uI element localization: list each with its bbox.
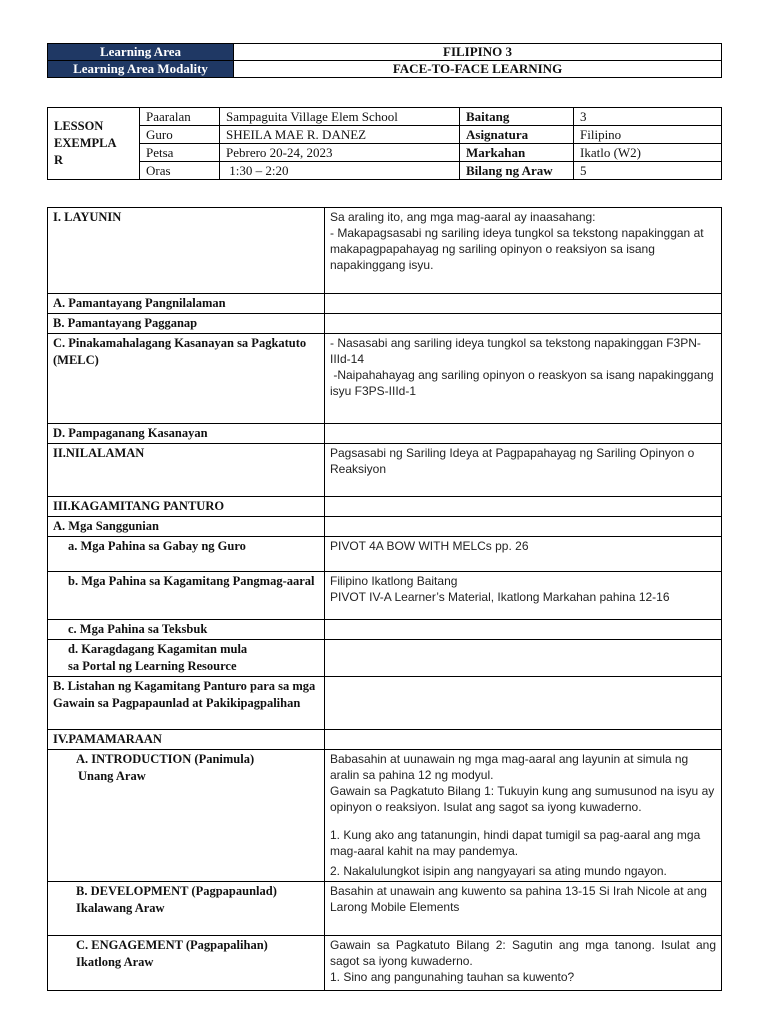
row-label: II.NILALAMAN	[48, 444, 325, 497]
table-row	[48, 294, 722, 314]
table-row	[48, 882, 722, 936]
row-label: B. DEVELOPMENT (Pagpapaunlad) Ikalawang Araw	[48, 882, 325, 936]
info-value: 3	[574, 108, 722, 126]
info-key: Paaralan	[140, 108, 220, 126]
row-content: Filipino Ikatlong Baitang PIVOT IV-A Learner’s Material, Ikatlong Markahan pahina 12-16	[325, 572, 722, 620]
row-label: B. Pamantayang Pagganap	[48, 314, 325, 334]
info-key: Bilang ng Araw	[460, 162, 574, 180]
row-content	[325, 640, 722, 677]
row-label: c. Mga Pahina sa Teksbuk	[48, 620, 325, 640]
row-label: C. ENGAGEMENT (Pagpapalihan) Ikatlong Araw	[48, 936, 325, 991]
row-label: III.KAGAMITANG PANTURO	[48, 497, 325, 517]
learning-area-label: Learning Area	[48, 44, 234, 61]
table-row	[48, 537, 722, 572]
row-label: A. Mga Sanggunian	[48, 517, 325, 537]
table-row	[48, 497, 722, 517]
info-value: SHEILA MAE R. DANEZ	[220, 126, 460, 144]
row-label: b. Mga Pahina sa Kagamitang Pangmag-aaral	[48, 572, 325, 620]
modality-label: Learning Area Modality	[48, 61, 234, 78]
info-key: Asignatura	[460, 126, 574, 144]
table-row	[48, 677, 722, 730]
row-content: Gawain sa Pagkatuto Bilang 2: Sagutin ang mga tanong. Isulat ang sagot sa iyong kuwaderno. 1. Sino ang pangunahing tauhan sa kuwento?	[325, 936, 722, 991]
row-content: Basahin at unawain ang kuwento sa pahina 13-15 Si Irah Nicole at ang Larong Mobile Elements	[325, 882, 722, 936]
row-label: A. Pamantayang Pangnilalaman	[48, 294, 325, 314]
table-row	[48, 314, 722, 334]
row-content	[325, 424, 722, 444]
table-row	[48, 208, 722, 294]
table-row	[48, 640, 722, 677]
row-label: A. INTRODUCTION (Panimula) Unang Araw	[48, 750, 325, 882]
row-content: PIVOT 4A BOW WITH MELCs pp. 26	[325, 537, 722, 572]
modality-value: FACE-TO-FACE LEARNING	[234, 61, 722, 78]
row-label: B. Listahan ng Kagamitang Panturo para sa mga Gawain sa Pagpapaunlad at Pakikipagpalihan	[48, 677, 325, 730]
lesson-info-table	[47, 107, 722, 180]
row-content	[325, 497, 722, 517]
row-label: a. Mga Pahina sa Gabay ng Guro	[48, 537, 325, 572]
row-label: d. Karagdagang Kagamitan mula sa Portal ng Learning Resource	[48, 640, 325, 677]
info-key: Guro	[140, 126, 220, 144]
row-content	[325, 294, 722, 314]
learning-area-header	[47, 43, 722, 78]
lesson-plan-table	[47, 207, 722, 991]
lesson-exemplar-title: LESSON EXEMPLA R	[48, 108, 140, 180]
table-row	[48, 444, 722, 497]
info-value: 5	[574, 162, 722, 180]
table-row	[48, 424, 722, 444]
info-value: Ikatlo (W2)	[574, 144, 722, 162]
row-content: Pagsasabi ng Sariling Ideya at Pagpapahayag ng Sariling Opinyon o Reaksiyon	[325, 444, 722, 497]
info-key: Baitang	[460, 108, 574, 126]
info-value: 1:30 – 2:20	[220, 162, 460, 180]
row-content	[325, 314, 722, 334]
info-key: Markahan	[460, 144, 574, 162]
row-content: Sa araling ito, ang mga mag-aaral ay inaasahang: - Makapagsasabi ng sariling ideya tungkol sa tekstong napakinggan at makapagpapahayag ng sariling opinyon o reaksiyon sa isang napakinggang isyu.	[325, 208, 722, 294]
learning-area-value: FILIPINO 3	[234, 44, 722, 61]
row-content	[325, 517, 722, 537]
row-label: D. Pampaganang Kasanayan	[48, 424, 325, 444]
table-row	[48, 730, 722, 750]
row-content	[325, 620, 722, 640]
table-row	[48, 334, 722, 424]
row-content	[325, 730, 722, 750]
row-content: Babasahin at uunawain ng mga mag-aaral ang layunin at simula ng aralin sa pahina 12 ng modyul. Gawain sa Pagkatuto Bilang 1: Tukuyin kung ang sumusunod na isyu ay opinyon o reaksiyon. Isulat ang sagot sa iyong kuwaderno. 1. Kung ako ang tatanungin, hindi dapat tumigil sa pag-aaral ang mga mag-aaral kahit na may pandemya. 2. Nakalulungkot isipin ang nangyayari sa ating mundo ngayon.	[325, 750, 722, 882]
table-row	[48, 620, 722, 640]
table-row	[48, 936, 722, 991]
table-row	[48, 572, 722, 620]
row-label: I. LAYUNIN	[48, 208, 325, 294]
info-value: Sampaguita Village Elem School	[220, 108, 460, 126]
row-label: C. Pinakamahalagang Kasanayan sa Pagkatuto (MELC)	[48, 334, 325, 424]
info-value: Pebrero 20-24, 2023	[220, 144, 460, 162]
info-key: Oras	[140, 162, 220, 180]
info-key: Petsa	[140, 144, 220, 162]
info-value: Filipino	[574, 126, 722, 144]
row-label: IV.PAMAMARAAN	[48, 730, 325, 750]
row-content	[325, 677, 722, 730]
table-row	[48, 750, 722, 882]
row-content: - Nasasabi ang sariling ideya tungkol sa tekstong napakinggan F3PN-IIId-14 -Naipahahayag ang sariling opinyon o reaskyon sa isang napakinggang isyu F3PS-IIId-1	[325, 334, 722, 424]
table-row	[48, 517, 722, 537]
